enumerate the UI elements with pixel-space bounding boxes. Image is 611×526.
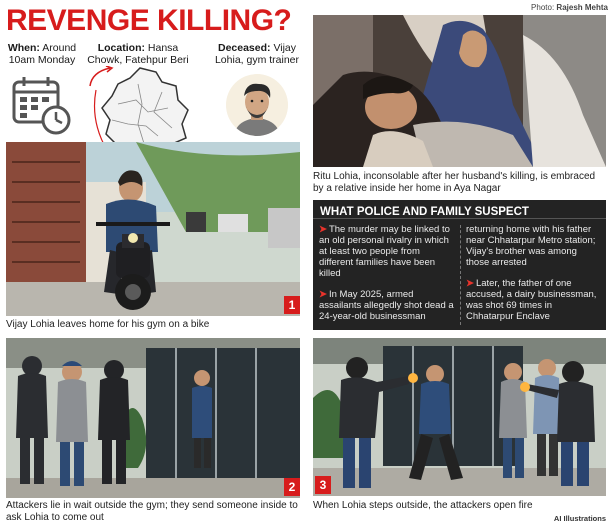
info-location bbox=[84, 42, 192, 66]
suspect-title-rule bbox=[313, 218, 606, 219]
panel-3-caption: When Lohia steps outside, the attackers open fire bbox=[313, 500, 533, 511]
info-when bbox=[6, 42, 78, 66]
panel-2-caption: Attackers lie in wait outside the gym; they send someone inside to ask Lohia to come out bbox=[6, 500, 298, 523]
calendar-clock-icon bbox=[10, 74, 74, 138]
panel-1-caption: Vijay Lohia leaves home for his gym on a bike bbox=[6, 319, 210, 330]
suspect-title: WHAT POLICE AND FAMILY SUSPECT bbox=[320, 206, 529, 218]
photo-credit-name: Rajesh Mehta bbox=[556, 3, 608, 12]
deceased-label: Deceased: bbox=[217, 42, 271, 54]
panel-3-number: 3 bbox=[315, 476, 331, 494]
suspect-point-1: ➤ The murder may be linked to an old personal rivalry in which at least two people from different families have been killed bbox=[319, 224, 450, 279]
suspect-point-3: ➤ Later, the father of one accused, a dairy businessman, was shot 69 times in Chhatarpur Enclave bbox=[466, 278, 597, 322]
panel-1-number: 1 bbox=[284, 296, 300, 314]
panel-2-number: 2 bbox=[284, 478, 300, 496]
headline: REVENGE KILLING? bbox=[6, 4, 292, 37]
photo-credit bbox=[470, 3, 608, 12]
photo-caption: Ritu Lohia, inconsolable after her husband's killing, is embraced by a relative inside her home in Aya Nagar bbox=[313, 171, 596, 194]
location-value: Hansa Chowk, Fatehpur Beri bbox=[87, 42, 189, 66]
info-deceased bbox=[208, 42, 306, 66]
deceased-value: Vijay Lohia, gym trainer bbox=[214, 42, 300, 66]
pointer-arrow-icon bbox=[86, 66, 114, 88]
ai-illustrations-label: AI Illustrations bbox=[553, 514, 606, 523]
deceased-portrait bbox=[226, 74, 288, 136]
suspect-point-2: ➤ In May 2025, armed assailants allegedly shot dead a 24-year-old businessman bbox=[319, 289, 454, 322]
location-label: Location: bbox=[97, 42, 145, 54]
arrow-icon: ➤ bbox=[319, 289, 327, 300]
when-value: Around 10am Monday bbox=[8, 42, 77, 66]
suspect-point-2-cont: returning home with his father near Chhatarpur Metro station; Vijay's brother was among those arrested bbox=[466, 224, 596, 268]
arrow-icon: ➤ bbox=[466, 278, 474, 289]
suspect-column-divider bbox=[460, 225, 461, 325]
when-label: When: bbox=[7, 42, 40, 54]
illustration-panel-3 bbox=[313, 338, 606, 496]
arrow-icon: ➤ bbox=[319, 224, 327, 235]
photo-credit-prefix: Photo: bbox=[531, 3, 555, 12]
illustration-panel-2 bbox=[6, 338, 300, 498]
illustration-panel-1 bbox=[6, 142, 300, 316]
family-photo bbox=[313, 15, 606, 167]
